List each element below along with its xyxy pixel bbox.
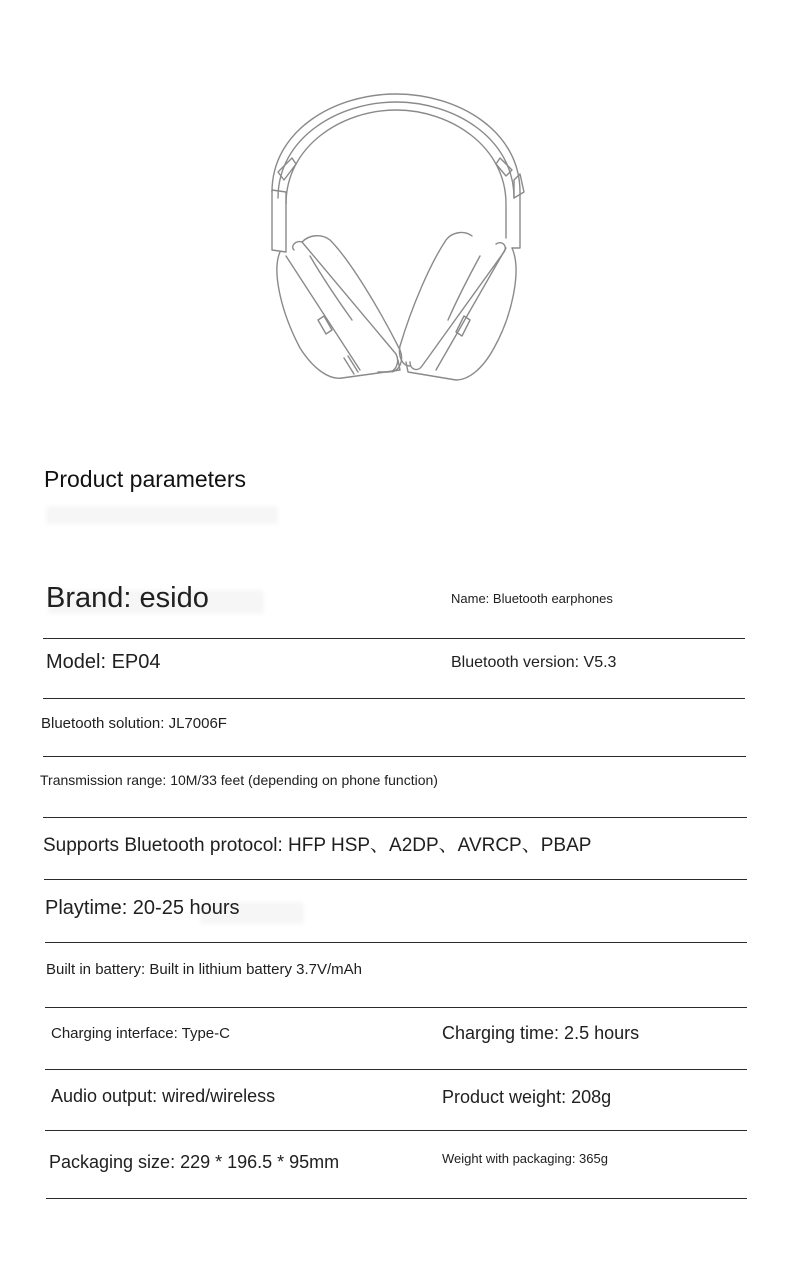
name-label: Name: Bluetooth earphones [451,591,613,606]
divider [43,817,747,818]
playtime-label: Playtime: 20-25 hours [45,897,240,919]
bluetooth-version-label: Bluetooth version: V5.3 [451,654,617,671]
charging-interface-label: Charging interface: Type-C [51,1025,230,1042]
transmission-range-label: Transmission range: 10M/33 feet (depending on phone function) [40,772,438,788]
divider [43,698,745,699]
divider [45,1069,747,1070]
divider [45,942,747,943]
model-label: Model: EP04 [46,651,161,673]
divider [45,1007,747,1008]
brand-label: Brand: esido [46,582,209,614]
section-title: Product parameters [44,466,246,492]
divider [44,879,747,880]
bluetooth-solution-label: Bluetooth solution: JL7006F [41,715,227,732]
divider [43,756,746,757]
headphones-illustration [250,80,540,400]
divider [43,638,745,639]
packaging-size-label: Packaging size: 229 * 196.5 * 95mm [49,1152,340,1172]
protocol-label: Supports Bluetooth protocol: HFP HSP、A2DP、AVRCP、PBAP [43,835,592,856]
audio-output-label: Audio output: wired/wireless [51,1086,276,1106]
battery-label: Built in battery: Built in lithium battery 3.7V/mAh [46,961,362,978]
divider [46,1198,747,1199]
charging-time-label: Charging time: 2.5 hours [442,1023,640,1043]
packaging-weight-label: Weight with packaging: 365g [442,1151,608,1166]
title-shadow [46,506,278,524]
product-weight-label: Product weight: 208g [442,1087,612,1107]
divider [45,1130,747,1131]
